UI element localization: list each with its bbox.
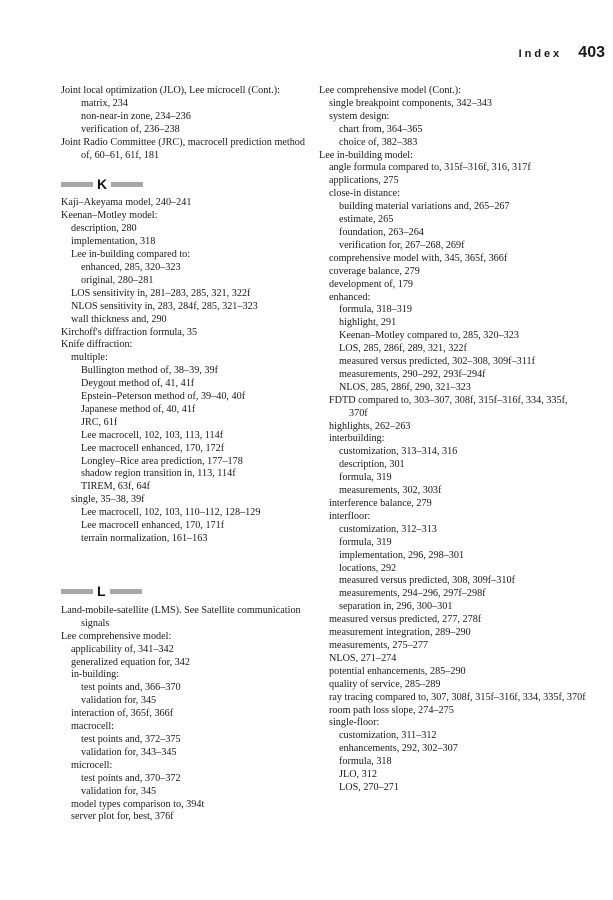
- index-entry: separation in, 296, 300–301: [339, 601, 453, 613]
- index-entry: NLOS, 271–274: [329, 652, 397, 664]
- heading-rule: [61, 589, 93, 594]
- index-entry: angle formula compared to, 315f–316f, 316, 317f: [329, 162, 531, 174]
- index-entry: choice of, 382–383: [339, 136, 418, 148]
- index-entry: single, 35–38, 39f: [71, 494, 145, 506]
- index-entry: measured versus predicted, 308, 309f–310f: [339, 575, 515, 587]
- index-entry: comprehensive model with, 345, 365f, 366f: [329, 252, 508, 264]
- index-entry: measured versus predicted, 302–308, 309f–311f: [339, 356, 535, 368]
- index-entry: Japanese method of, 40, 41f: [81, 403, 196, 415]
- index-entry: test points and, 366–370: [81, 682, 181, 694]
- index-entry: quality of service, 285–289: [329, 678, 441, 690]
- index-entry: JRC, 61f: [81, 416, 118, 428]
- index-entry: Lee macrocell, 102, 103, 113, 114f: [81, 429, 224, 441]
- index-entry: customization, 311–312: [339, 730, 437, 742]
- index-entry: Joint local optimization (JLO), Lee microcell (Cont.):: [61, 85, 280, 96]
- index-entry: Lee comprehensive model:: [61, 630, 172, 642]
- index-entry: measured versus predicted, 277, 278f: [329, 614, 482, 626]
- index-entry: generalized equation for, 342: [71, 656, 190, 668]
- index-entry: formula, 319: [339, 536, 392, 548]
- index-entry: formula, 319: [339, 472, 392, 484]
- index-entry: interbuilding:: [329, 433, 385, 445]
- index-entry: building material variations and, 265–267: [339, 201, 510, 213]
- index-entry: Lee macrocell enhanced, 170, 172f: [81, 442, 225, 454]
- index-entry: highlights, 262–263: [329, 420, 411, 432]
- index-entry: Kirchoff's diffraction formula, 35: [61, 326, 198, 338]
- index-entry: highlight, 291: [339, 317, 397, 329]
- index-entry: applicability of, 341–342: [71, 643, 174, 655]
- index-entry: validation for, 345: [81, 785, 157, 797]
- index-entry: interference balance, 279: [329, 498, 432, 509]
- section-spacer: [61, 546, 305, 570]
- index-entry: potential enhancements, 285–290: [329, 665, 466, 677]
- index-entry: wall thickness and, 290: [71, 313, 167, 325]
- index-entry: TIREM, 63f, 64f: [81, 481, 151, 493]
- index-entry: test points and, 370–372: [81, 772, 181, 784]
- index-entry: NLOS, 285, 286f, 290, 321–323: [339, 381, 471, 393]
- index-entry: original, 280–281: [81, 274, 154, 286]
- index-entry: system design:: [329, 110, 390, 122]
- page-number: 403: [578, 44, 605, 61]
- index-entry: Bullington method of, 38–39, 39f: [81, 365, 218, 377]
- index-entry: formula, 318–319: [339, 304, 412, 316]
- running-header: [519, 44, 605, 62]
- index-entry: customization, 313–314, 316: [339, 446, 458, 458]
- letter-heading: [61, 176, 305, 192]
- index-entry: measurements, 302, 303f: [339, 485, 442, 497]
- index-entry: server plot for, best, 376f: [71, 811, 174, 823]
- index-entry: locations, 292: [339, 562, 397, 574]
- index-entry: single breakpoint components, 342–343: [329, 97, 492, 109]
- index-entry: enhanced, 285, 320–323: [81, 261, 181, 273]
- index-entry: estimate, 265: [339, 214, 394, 226]
- index-entry: interfloor:: [329, 510, 371, 522]
- index-entry: matrix, 234: [81, 97, 128, 109]
- index-entry: LOS, 270–271: [339, 781, 399, 793]
- index-entry: Joint Radio Committee (JRC), macrocell prediction method of, 60–61, 61f, 181: [61, 136, 305, 161]
- heading-rule: [110, 589, 142, 594]
- index-entry: applications, 275: [329, 175, 399, 187]
- index-entry: NLOS sensitivity in, 283, 284f, 285, 321–323: [71, 300, 258, 312]
- index-column-left: [61, 85, 305, 824]
- index-entry: single-floor:: [329, 717, 380, 729]
- index-entry: implementation, 296, 298–301: [339, 549, 465, 561]
- index-entry: in-building:: [71, 669, 120, 681]
- index-entry: validation for, 345: [81, 695, 157, 707]
- index-entry: ray tracing compared to, 307, 308f, 315f–316f, 334, 335f, 370f: [329, 691, 586, 703]
- index-entry: measurements, 290–292, 293f–294f: [339, 368, 486, 380]
- index-entry: Land-mobile-satellite (LMS). See Satellite communication signals: [61, 604, 301, 629]
- index-entry: formula, 318: [339, 756, 392, 768]
- index-column-right: [319, 85, 587, 795]
- index-entry: LOS sensitivity in, 281–283, 285, 321, 322f: [71, 287, 251, 299]
- index-entry: interaction of, 365f, 366f: [71, 708, 174, 720]
- letter-heading: [61, 584, 305, 600]
- header-title: Index: [518, 48, 563, 60]
- index-entry: shadow region transition in, 113, 114f: [81, 468, 236, 480]
- index-entry: Longley–Rice area prediction, 177–178: [81, 455, 243, 467]
- index-entry: close-in distance:: [329, 188, 401, 200]
- index-entry: measurements, 294–296, 297f–298f: [339, 588, 486, 600]
- letter-heading-text: K: [97, 175, 108, 192]
- index-entry: description, 280: [71, 223, 137, 235]
- index-entry: Lee in-building compared to:: [71, 249, 191, 261]
- index-entry: Keenan–Motley model:: [61, 210, 158, 222]
- index-entry: Deygout method of, 41, 41f: [81, 378, 195, 390]
- index-entry: validation for, 343–345: [81, 746, 177, 758]
- index-entry: test points and, 372–375: [81, 733, 181, 745]
- index-entry: coverage balance, 279: [329, 265, 420, 277]
- heading-rule: [111, 182, 143, 187]
- letter-heading-text: L: [97, 583, 106, 600]
- index-entry: room path loss slope, 274–275: [329, 704, 454, 716]
- index-entry: Kaji–Akeyama model, 240–241: [61, 197, 192, 209]
- index-entry: Lee macrocell enhanced, 170, 171f: [81, 520, 225, 532]
- index-entry: multiple:: [71, 352, 108, 364]
- index-entry: Lee in-building model:: [319, 149, 413, 161]
- index-entry: macrocell:: [71, 721, 114, 733]
- index-entry: development of, 179: [329, 278, 414, 290]
- index-entry: foundation, 263–264: [339, 226, 424, 238]
- index-entry: model types comparison to, 394t: [71, 798, 205, 810]
- index-entry: verification for, 267–268, 269f: [339, 239, 465, 251]
- index-entry: LOS, 285, 286f, 289, 321, 322f: [339, 343, 467, 355]
- index-entry: microcell:: [71, 759, 113, 771]
- index-entry: terrain normalization, 161–163: [81, 533, 208, 544]
- index-entry: Keenan–Motley compared to, 285, 320–323: [339, 330, 519, 342]
- index-entry: JLO, 312: [339, 769, 377, 781]
- index-entry: Lee macrocell, 102, 103, 110–112, 128–129: [81, 507, 261, 519]
- index-entry: description, 301: [339, 459, 405, 471]
- index-entry: implementation, 318: [71, 236, 156, 248]
- index-entry: measurement integration, 289–290: [329, 627, 471, 639]
- index-entry: customization, 312–313: [339, 523, 437, 535]
- index-entry: Epstein–Peterson method of, 39–40, 40f: [81, 391, 246, 403]
- index-entry: non-near-in zone, 234–236: [81, 110, 191, 122]
- index-entry: chart from, 364–365: [339, 123, 423, 135]
- index-entry: verification of, 236–238: [81, 123, 180, 135]
- index-entry: Lee comprehensive model (Cont.):: [319, 85, 462, 96]
- index-entry: Knife diffraction:: [61, 339, 133, 351]
- index-entry: FDTD compared to, 303–307, 308f, 315f–316f, 334, 335f, 370f: [329, 394, 568, 419]
- heading-rule: [61, 182, 93, 187]
- index-entry: enhanced:: [329, 291, 371, 303]
- index-entry: measurements, 275–277: [329, 639, 429, 651]
- index-entry: enhancements, 292, 302–307: [339, 743, 458, 755]
